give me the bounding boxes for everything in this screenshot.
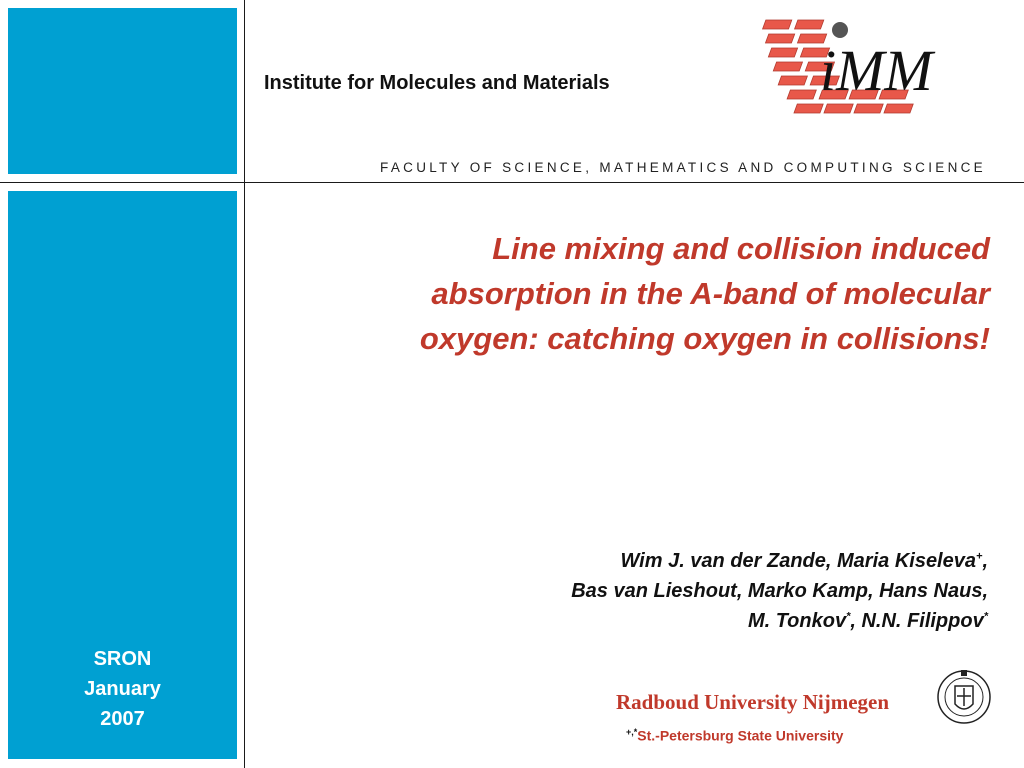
author-sup-1: +: [976, 550, 983, 563]
author-names-3b: , N.N. Filippov: [850, 610, 984, 632]
author-sup-2: *: [846, 610, 851, 623]
university-name: Radboud University Nijmegen: [616, 690, 890, 714]
affiliation-note: [626, 727, 843, 744]
title-line-2: absorption in the A-band of molecular: [431, 276, 990, 311]
sidebar-event-info: [8, 644, 237, 734]
affiliation-sup: +,*: [626, 727, 638, 737]
author-line-1-tail: ,: [982, 550, 988, 572]
sidebar-month: January: [84, 678, 161, 700]
author-names-3a: M. Tonkov: [747, 610, 847, 632]
author-sup-3: *: [983, 610, 988, 623]
sidebar-year: 2007: [100, 708, 145, 730]
vertical-divider: [244, 0, 245, 768]
author-line-3: [428, 606, 988, 636]
author-line-2: Bas van Lieshout, Marko Kamp, Hans Naus,: [571, 580, 988, 602]
logo-text: iMM: [820, 38, 933, 103]
faculty-name: FACULTY OF SCIENCE, MATHEMATICS AND COMPUTING SCIENCE: [380, 160, 986, 175]
blue-panel-top: [8, 8, 237, 174]
university-seal-icon: [936, 664, 992, 730]
horizontal-divider: [0, 182, 1024, 183]
affiliation-name: St.-Petersburg State University: [637, 727, 844, 744]
title-line-1: Line mixing and collision induced: [492, 231, 990, 266]
institute-name: Institute for Molecules and Materials: [264, 72, 610, 94]
author-line-1: [428, 546, 988, 576]
author-list: [428, 546, 988, 636]
sidebar-org: SRON: [93, 648, 152, 670]
author-names-1: Wim J. van der Zande, Maria Kiseleva: [620, 550, 976, 572]
slide-title: [290, 226, 990, 361]
title-line-3: oxygen: catching oxygen in collisions!: [419, 321, 990, 356]
logo-dot: [832, 22, 848, 38]
imm-logo: [760, 14, 970, 124]
